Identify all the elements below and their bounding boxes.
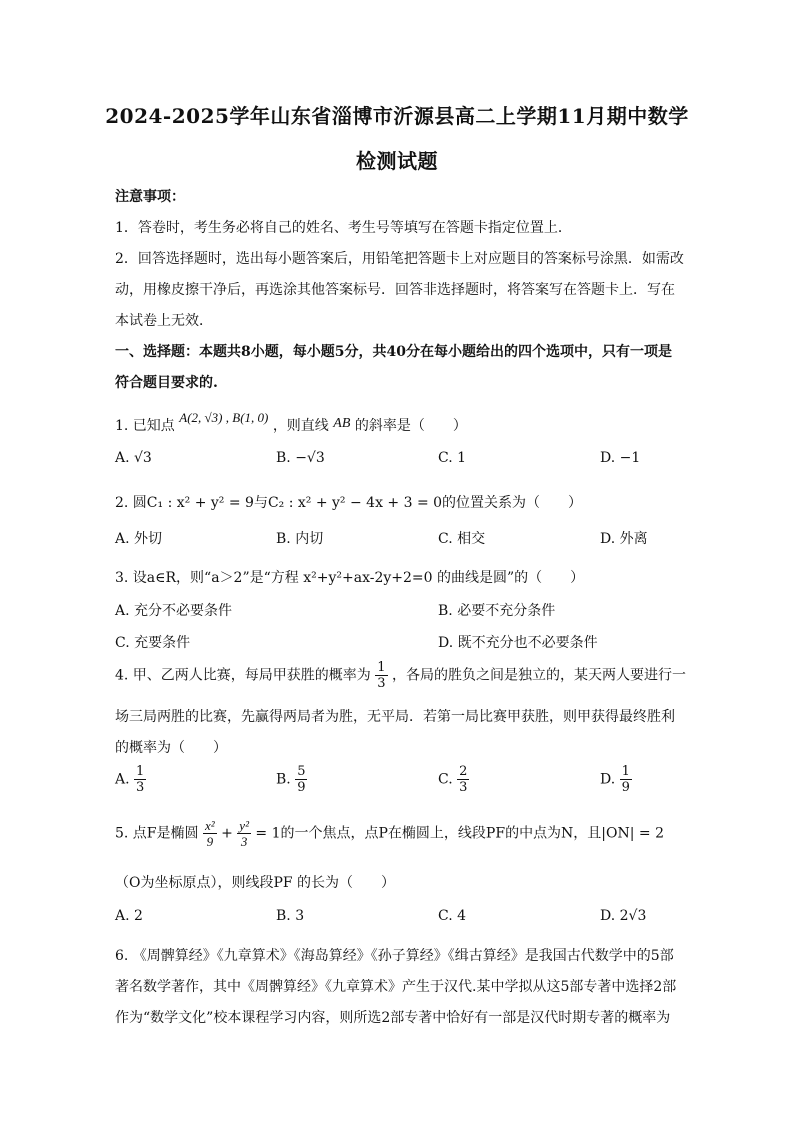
question-4-line3: 的概率为（ ） [115,740,227,756]
notice-item-1: 1．答卷时，考生务必将自己的姓名、考生号等填写在答题卡指定位置上． [115,220,572,236]
q4-option-d-label: D. [600,771,616,788]
question-6-line2: 著名数学著作，其中《周髀算经》《九章算术》产生于汉代.某中学拟从这5部专著中选择2部 [115,979,677,995]
q4-fraction-numerator: 1 [377,660,386,675]
exam-title-line2: 检测试题 [356,149,438,173]
question-3: 3. 设a∈R，则“a＞2”是“方程 x²+y²+ax-2y+2=0 的曲线是圆”的（ ） [115,570,585,586]
q2-option-c: C. 相交 [438,531,486,547]
q5-fraction-y-den: 3 [240,834,248,849]
question-4-line2: 场三局两胜的比赛，先赢得两局者为胜，无平局．若第一局比赛甲获胜，则甲获得最终胜利 [115,709,675,725]
q4-option-b-label: B. [276,771,291,788]
q4-option-d-fraction [620,764,632,795]
q5-option-d: D. 2√3 [600,908,647,924]
q2-option-b: B. 内切 [276,531,324,547]
section-heading-line1: 一、选择题：本题共8小题，每小题5分，共40分在每小题给出的四个选项中，只有一项是 [115,344,672,360]
q4-text-b: ，各局的胜负之间是独立的，某天两人要进行一 [392,667,686,684]
q5-option-c: C. 4 [438,908,467,924]
q5-fraction-y-num: y² [239,818,249,833]
q4-option-b-den: 9 [297,780,306,795]
q4-option-c-num: 2 [459,764,468,779]
q5-fraction-y [237,818,251,849]
q4-fraction [375,660,387,691]
question-2: 2. 圆C₁ : x² + y² = 9与C₂ : x² + y² − 4x + 3 = 0的位置关系为（ ） [115,495,583,511]
q4-option-a-fraction [134,764,146,795]
q1-option-a: A. √3 [115,450,152,466]
q1-suffix: 的斜率是（ ） [354,418,467,434]
question-1 [115,410,682,435]
question-6-line3: 作为“数学文化”校本课程学习内容，则所选2部专著中恰好有一部是汉代时期专著的概率为 [115,1010,671,1026]
q5-text-a: 5. 点F是椭圆 [115,825,199,842]
q2-option-a: A. 外切 [115,531,163,547]
q1-option-c: C. 1 [438,450,467,466]
q1-option-d: D. −1 [600,450,641,466]
q5-plus: + [221,825,233,842]
q2-option-d: D. 外离 [600,531,648,547]
q5-fraction-x [203,818,217,849]
q4-option-b-num: 5 [297,764,306,779]
q1-line-ab: AB [333,416,351,431]
section-heading-line2: 符合题目要求的. [115,375,218,391]
q4-option-c [438,764,469,795]
q5-text-b: = 1的一个焦点，点P在椭圆上，线段PF的中点为N，且|ON| = 2 [255,825,665,842]
notice-item-2a: 2．回答选择题时，选出每小题答案后，用铅笔把答题卡上对应题目的答案标号涂黑．如需改 [115,251,684,267]
q3-option-d: D. 既不充分也不必要条件 [438,635,598,651]
q4-option-b [276,764,307,795]
q4-option-a-label: A. [115,771,130,788]
exam-title-line1: 2024-2025学年山东省淄博市沂源县高二上学期11月期中数学 [105,104,689,128]
q4-option-a [115,764,146,795]
q1-prefix: 1. 已知点 [115,418,175,434]
q3-option-c: C. 充要条件 [115,635,191,651]
q4-text-a: 4. 甲、乙两人比赛，每局甲获胜的概率为 [115,667,371,684]
notice-item-2c: 本试卷上无效． [115,313,213,329]
q4-option-d-den: 9 [621,780,630,795]
q5-fraction-x-den: 9 [206,834,214,849]
q5-option-b: B. 3 [276,908,305,924]
q1-mid: ，则直线 [272,418,329,434]
q4-option-c-label: C. [438,771,453,788]
q5-option-a: A. 2 [115,908,143,924]
q4-option-d-num: 1 [621,764,630,779]
q4-option-d [600,764,632,795]
q3-option-a: A. 充分不必要条件 [115,603,233,619]
q4-option-c-fraction [457,764,469,795]
q4-option-a-den: 3 [136,780,145,795]
notice-item-2b: 动，用橡皮擦干净后，再选涂其他答案标号．回答非选择题时，将答案写在答题卡上．写在 [115,282,675,298]
q4-option-b-fraction [295,764,307,795]
question-5-line2: （O为坐标原点），则线段PF 的长为（ ） [115,875,396,891]
q1-points: A(2, √3) , B(1, 0) [179,410,269,425]
question-5-line1 [115,818,682,849]
notice-heading: 注意事项： [115,189,185,205]
question-4-line1 [115,660,686,691]
q4-fraction-denominator: 3 [377,676,386,691]
q3-option-b: B. 必要不充分条件 [438,603,556,619]
question-6-line1: 6. 《周髀算经》《九章算术》《海岛算经》《孙子算经》《缉古算经》是我国古代数学中的5部 [115,948,674,964]
q4-option-c-den: 3 [459,780,468,795]
q5-fraction-x-num: x² [204,818,215,833]
q4-option-a-num: 1 [136,764,145,779]
q1-option-b: B. −√3 [276,450,325,466]
